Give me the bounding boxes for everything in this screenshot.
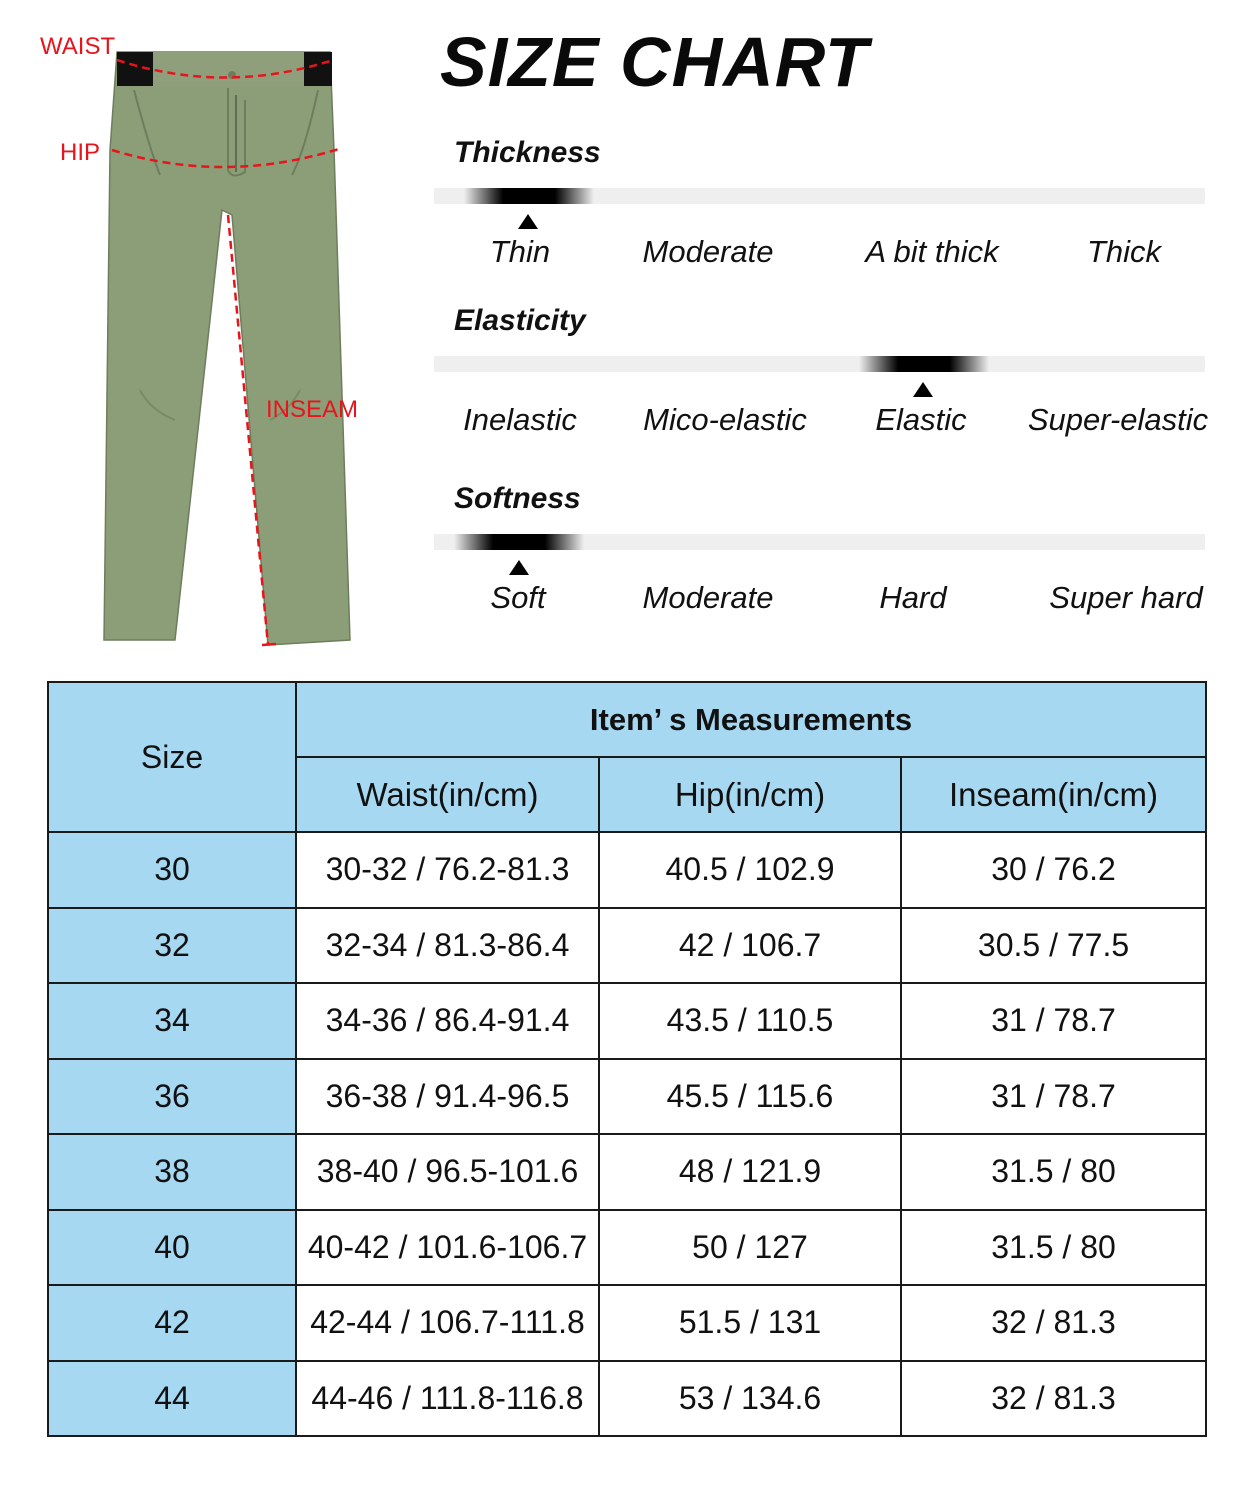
inseam-cell: 31.5 / 80 (901, 1134, 1206, 1210)
softness-option: Super hard (1049, 580, 1203, 615)
inseam-cell: 30.5 / 77.5 (901, 908, 1206, 984)
waistband-elastic-right (304, 52, 332, 86)
inseam-cell: 31.5 / 80 (901, 1210, 1206, 1286)
hip-column-header: Hip(in/cm) (599, 757, 901, 832)
table-row (48, 983, 1206, 1059)
size-cell: 38 (48, 1134, 296, 1210)
hip-cell: 51.5 / 131 (599, 1285, 901, 1361)
inseam-cell: 32 / 81.3 (901, 1361, 1206, 1437)
softness-marker (454, 534, 584, 550)
thickness-option: Thick (1086, 234, 1162, 269)
hip-cell: 43.5 / 110.5 (599, 983, 901, 1059)
waist-cell: 40-42 / 101.6-106.7 (296, 1210, 599, 1286)
elasticity-option: Mico-elastic (643, 402, 807, 437)
thickness-arrow-icon (518, 214, 538, 229)
softness-arrow-icon (509, 560, 529, 575)
thickness-option: Moderate (642, 234, 774, 269)
table-row (48, 832, 1206, 908)
thickness-option: A bit thick (865, 234, 999, 269)
size-cell: 30 (48, 832, 296, 908)
hip-label: HIP (60, 139, 101, 166)
measurements-group-header: Item’ s Measurements (296, 682, 1206, 757)
elasticity-option: Elastic (875, 402, 967, 437)
size-cell: 44 (48, 1361, 296, 1437)
hip-cell: 42 / 106.7 (599, 908, 901, 984)
size-column-header: Size (48, 682, 296, 832)
softness-option: Moderate (642, 580, 774, 615)
softness-title: Softness (454, 482, 581, 515)
softness-option: Hard (879, 580, 947, 615)
thickness-marker (464, 188, 594, 204)
size-chart-title: SIZE CHART (440, 23, 869, 101)
table-row (48, 1134, 1206, 1210)
size-cell: 32 (48, 908, 296, 984)
table-row (48, 1285, 1206, 1361)
size-table (47, 681, 1207, 1437)
softness-option: Soft (490, 580, 546, 615)
waist-cell: 44-46 / 111.8-116.8 (296, 1361, 599, 1437)
hip-cell: 40.5 / 102.9 (599, 832, 901, 908)
size-cell: 42 (48, 1285, 296, 1361)
table-row (48, 1059, 1206, 1135)
hip-cell: 45.5 / 115.6 (599, 1059, 901, 1135)
inseam-cell: 30 / 76.2 (901, 832, 1206, 908)
elasticity-title: Elasticity (454, 304, 586, 337)
waist-cell: 34-36 / 86.4-91.4 (296, 983, 599, 1059)
waist-cell: 30-32 / 76.2-81.3 (296, 832, 599, 908)
waist-cell: 32-34 / 81.3-86.4 (296, 908, 599, 984)
waist-cell: 38-40 / 96.5-101.6 (296, 1134, 599, 1210)
elasticity-arrow-icon (913, 382, 933, 397)
inseam-cell: 31 / 78.7 (901, 1059, 1206, 1135)
waist-column-header: Waist(in/cm) (296, 757, 599, 832)
hip-cell: 50 / 127 (599, 1210, 901, 1286)
waist-cell: 36-38 / 91.4-96.5 (296, 1059, 599, 1135)
size-cell: 40 (48, 1210, 296, 1286)
elasticity-option: Super-elastic (1027, 402, 1209, 437)
elasticity-marker (859, 356, 989, 372)
table-row (48, 1210, 1206, 1286)
elasticity-scale (434, 304, 1209, 444)
inseam-label: INSEAM (266, 396, 359, 423)
size-cell: 36 (48, 1059, 296, 1135)
inseam-cell: 32 / 81.3 (901, 1285, 1206, 1361)
waist-cell: 42-44 / 106.7-111.8 (296, 1285, 599, 1361)
elasticity-track (434, 356, 1205, 372)
thickness-scale (434, 136, 1205, 276)
size-cell: 34 (48, 983, 296, 1059)
thickness-title: Thickness (454, 136, 601, 169)
softness-scale (434, 482, 1205, 622)
table-row (48, 1361, 1206, 1437)
pants-diagram (0, 0, 420, 660)
thickness-track (434, 188, 1205, 204)
inseam-cell: 31 / 78.7 (901, 983, 1206, 1059)
table-row (48, 908, 1206, 984)
inseam-column-header: Inseam(in/cm) (901, 757, 1206, 832)
hip-cell: 53 / 134.6 (599, 1361, 901, 1437)
thickness-option: Thin (489, 234, 551, 269)
softness-track (434, 534, 1205, 550)
hip-cell: 48 / 121.9 (599, 1134, 901, 1210)
elasticity-option: Inelastic (463, 402, 577, 437)
waist-label: WAIST (40, 33, 116, 60)
